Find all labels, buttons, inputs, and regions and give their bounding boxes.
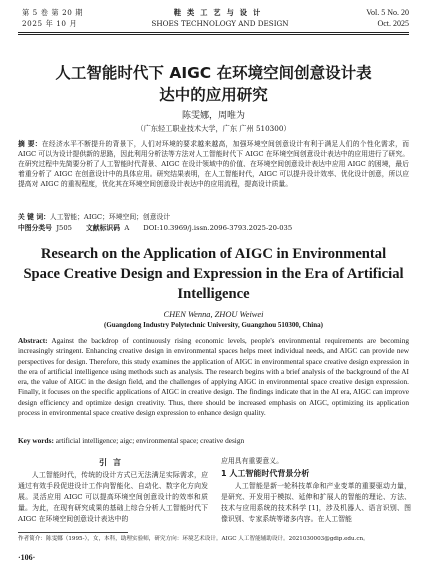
- zh-cls-label: 中图分类号: [18, 224, 52, 232]
- zh-abstract: [18, 140, 409, 190]
- intro-paragraph: 人工智能时代，传统的设计方式已无法满足实际需求，应通过有效手段促进设计工作向智能化、自动化、数字化方向发展。灵活应用 AIGC 可以提高环境空间创意设计的效率和质量。为此，在现有研究成果的基础上综合分析人工智能时代下 AIGC 在环境空间创意设计表达中的: [18, 471, 208, 523]
- zh-classification-line: [18, 223, 409, 233]
- section-1-paragraph: 人工智能是新一轮科技革命和产业变革的重要驱动力量，是研究、开发用于模拟、延伸和扩展人的智能的理论、方法、技术与应用系统的技术科学 [1]，涉及机器人、语言识别、图像识别、专家系统等诸多内容。在人工智能: [221, 481, 411, 523]
- zh-doc-value: A: [124, 224, 130, 232]
- en-affiliation: (Guangdong Industry Polytechnic University, Guangzhou 510300, China): [104, 321, 323, 329]
- zh-authors: 陈雯娜，周唯为: [181, 111, 245, 121]
- en-keywords: [18, 436, 409, 446]
- header-rule: [18, 32, 409, 33]
- zh-abstract-label: 摘 要：: [18, 140, 42, 148]
- header-journal-zh: 鞋类工艺与设计: [173, 8, 267, 17]
- header-volume-block: [22, 7, 83, 29]
- header-volume-zh: 第 5 卷 第 20 期: [22, 8, 84, 17]
- header-volume-en: Vol. 5 No. 20: [366, 8, 409, 17]
- en-title-line: Research on the Application of AIGC in Environmental: [40, 246, 387, 262]
- zh-affiliation: （广东轻工职业技术大学，广东 广州 510300）: [136, 124, 291, 133]
- en-keywords-label: Key words:: [18, 436, 54, 445]
- zh-keywords-text: 人工智能；AIGC；环境空间；创意设计: [49, 213, 171, 221]
- intro-continuation: 应用具有重要意义。: [221, 457, 284, 465]
- zh-doc-label: 文献标识码: [86, 224, 120, 232]
- en-authors: CHEN Wenna, ZHOU Weiwei: [163, 310, 264, 319]
- en-title: [18, 244, 409, 304]
- section-1-heading: 1 人工智能时代背景分析: [221, 468, 310, 478]
- intro-heading: 引言: [99, 458, 127, 467]
- body-column-right: [221, 456, 411, 525]
- zh-keywords-label: 关 键 词：: [18, 213, 50, 221]
- body-column-left: [18, 456, 208, 525]
- zh-cls-value: J505: [56, 224, 73, 232]
- en-abstract-label: Abstract:: [18, 336, 48, 345]
- zh-title-line: 人工智能时代下 AIGC 在环境空间创意设计表: [55, 64, 372, 82]
- en-abstract: [18, 336, 409, 418]
- zh-title: [18, 62, 409, 106]
- header-date-en: Oct. 2025: [377, 19, 409, 28]
- en-keywords-text: artificial intelligence; aigc; environmental space; creative design: [55, 436, 245, 445]
- author-footnote: 作者简介：陈雯娜（1995-），女，本科，助理实验师，研究方向：环境艺术设计。AIGC 人工智能辅助设计。2021030003@gdip.edu.cn。: [18, 536, 369, 542]
- header-issue-block: [366, 7, 409, 29]
- en-title-line: Space Creative Design and Expression in the Era of Artificial: [23, 266, 404, 282]
- zh-keywords: [18, 212, 409, 222]
- header-journal-block: [150, 7, 290, 29]
- zh-abstract-text: 在经济水平不断提升的背景下，人们对环境的要求越来越高，加强环境空间创意设计有利于满足人们的个性化需求，而 AIGC 可以为设计提供新的思路，因此利用分析法等方法对人工智能时代下 AIGC 在环境空间创意设计表达中的应用进行了研究。在研究过程中先简要分析了人工智能时代背景、AIGC 在设计领域中的价值、在环境空间创意设计表达中应用 AIGC 的困境，最后着重分析了 AIGC 在创意设计中的具体应用。研究结果表明，在人工智能时代，AIGC 可以提升设计效率、优化设计创意，所以应提高对 AIGC 的重视程度，优化其在环境空间创意设计表达中的应用流程，提高设计质量。: [18, 140, 410, 188]
- en-abstract-text: Against the backdrop of continuously rising economic levels, people's environmental requirements are becoming increasingly stringent. Enhancing creative design in environmental spaces helps meet individual needs, and AIGC can provide new perspectives for design. Therefore, this study examines the application of AIGC in environmental space creative design expression in the era of artificial intelligence using methods such as analysis. The research begins with a brief analysis of the background of the AI era, the value of AIGC in the design field, and the challenges of applying AIGC in environmental space creative design expression. Finally, it focuses on the specific applications of AIGC in creative design. The findings indicate that in the AI era, AIGC can improve design efficiency and optimize design creativity. Thus, there should be increased emphasis on AIGC, optimizing its application process in environmental space creative design expression to enhance design quality.: [18, 336, 409, 418]
- header-journal-en: SHOES TECHNOLOGY AND DESIGN: [151, 19, 289, 28]
- en-title-line: Intelligence: [177, 286, 250, 302]
- header-date-zh: 2025 年 10 月: [22, 19, 78, 28]
- zh-doi: DOI:10.3969/j.issn.2096-3793.2025-20-035: [143, 224, 293, 232]
- zh-title-line: 达中的应用研究: [159, 86, 268, 104]
- page-number: ·106·: [18, 553, 36, 562]
- footnote-rule: [18, 532, 128, 533]
- header-rule-secondary: [18, 34, 409, 35]
